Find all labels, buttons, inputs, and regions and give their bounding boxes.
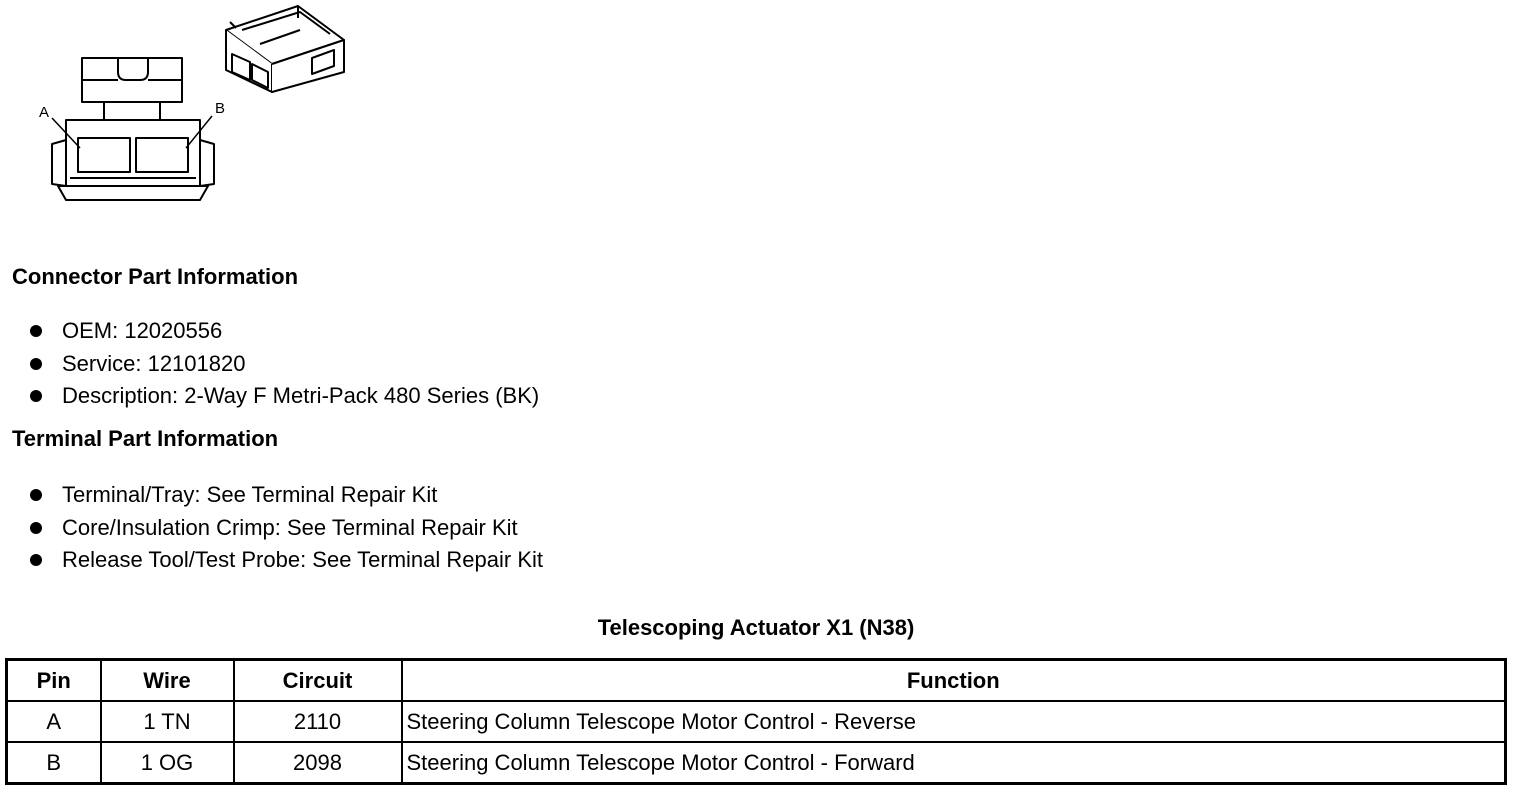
connector-isometric-view xyxy=(226,6,344,92)
table-row xyxy=(7,742,1506,784)
header-pin: Pin xyxy=(7,660,101,702)
header-function: Function xyxy=(402,660,1506,702)
cell-function: Steering Column Telescope Motor Control - Forward xyxy=(402,742,1506,784)
list-item xyxy=(28,351,539,384)
bullet-icon xyxy=(30,489,42,501)
cell-wire: 1 TN xyxy=(101,701,234,742)
pin-label-b: B xyxy=(215,100,226,117)
connector-face-view xyxy=(52,58,214,200)
bullet-icon xyxy=(30,325,42,337)
table-header-row xyxy=(7,660,1506,702)
list-item-text: OEM: 12020556 xyxy=(62,318,223,343)
pinout-table xyxy=(5,658,1507,785)
list-item xyxy=(28,383,539,416)
list-item xyxy=(28,515,543,548)
header-circuit: Circuit xyxy=(234,660,402,702)
bullet-icon xyxy=(30,358,42,370)
connector-illustration xyxy=(0,0,360,210)
connector-part-info-list xyxy=(28,318,539,416)
list-item xyxy=(28,482,543,515)
list-item-text: Core/Insulation Crimp: See Terminal Repair Kit xyxy=(62,514,518,540)
cell-pin: A xyxy=(7,701,101,742)
terminal-part-info-heading: Terminal Part Information xyxy=(12,426,279,451)
list-item-text: Description: 2-Way F Metri-Pack 480 Series (BK) xyxy=(62,383,540,408)
header-wire: Wire xyxy=(101,660,234,702)
list-item xyxy=(28,318,539,351)
cell-wire: 1 OG xyxy=(101,742,234,784)
bullet-icon xyxy=(30,390,42,402)
bullet-icon xyxy=(30,554,42,566)
pin-label-a: A xyxy=(39,104,50,121)
terminal-part-info-list xyxy=(28,482,543,580)
cell-circuit: 2110 xyxy=(234,701,402,742)
connector-part-info-heading: Connector Part Information xyxy=(12,264,299,289)
cell-circuit: 2098 xyxy=(234,742,402,784)
table-title: Telescoping Actuator X1 (N38) xyxy=(597,615,915,640)
bullet-icon xyxy=(30,522,42,534)
list-item-text: Terminal/Tray: See Terminal Repair Kit xyxy=(62,482,438,507)
list-item-text: Service: 12101820 xyxy=(62,350,246,376)
list-item-text: Release Tool/Test Probe: See Terminal Repair Kit xyxy=(62,547,543,572)
cell-function: Steering Column Telescope Motor Control - Reverse xyxy=(402,701,1506,742)
cell-pin: B xyxy=(7,742,101,784)
table-row xyxy=(7,701,1506,742)
list-item xyxy=(28,547,543,580)
